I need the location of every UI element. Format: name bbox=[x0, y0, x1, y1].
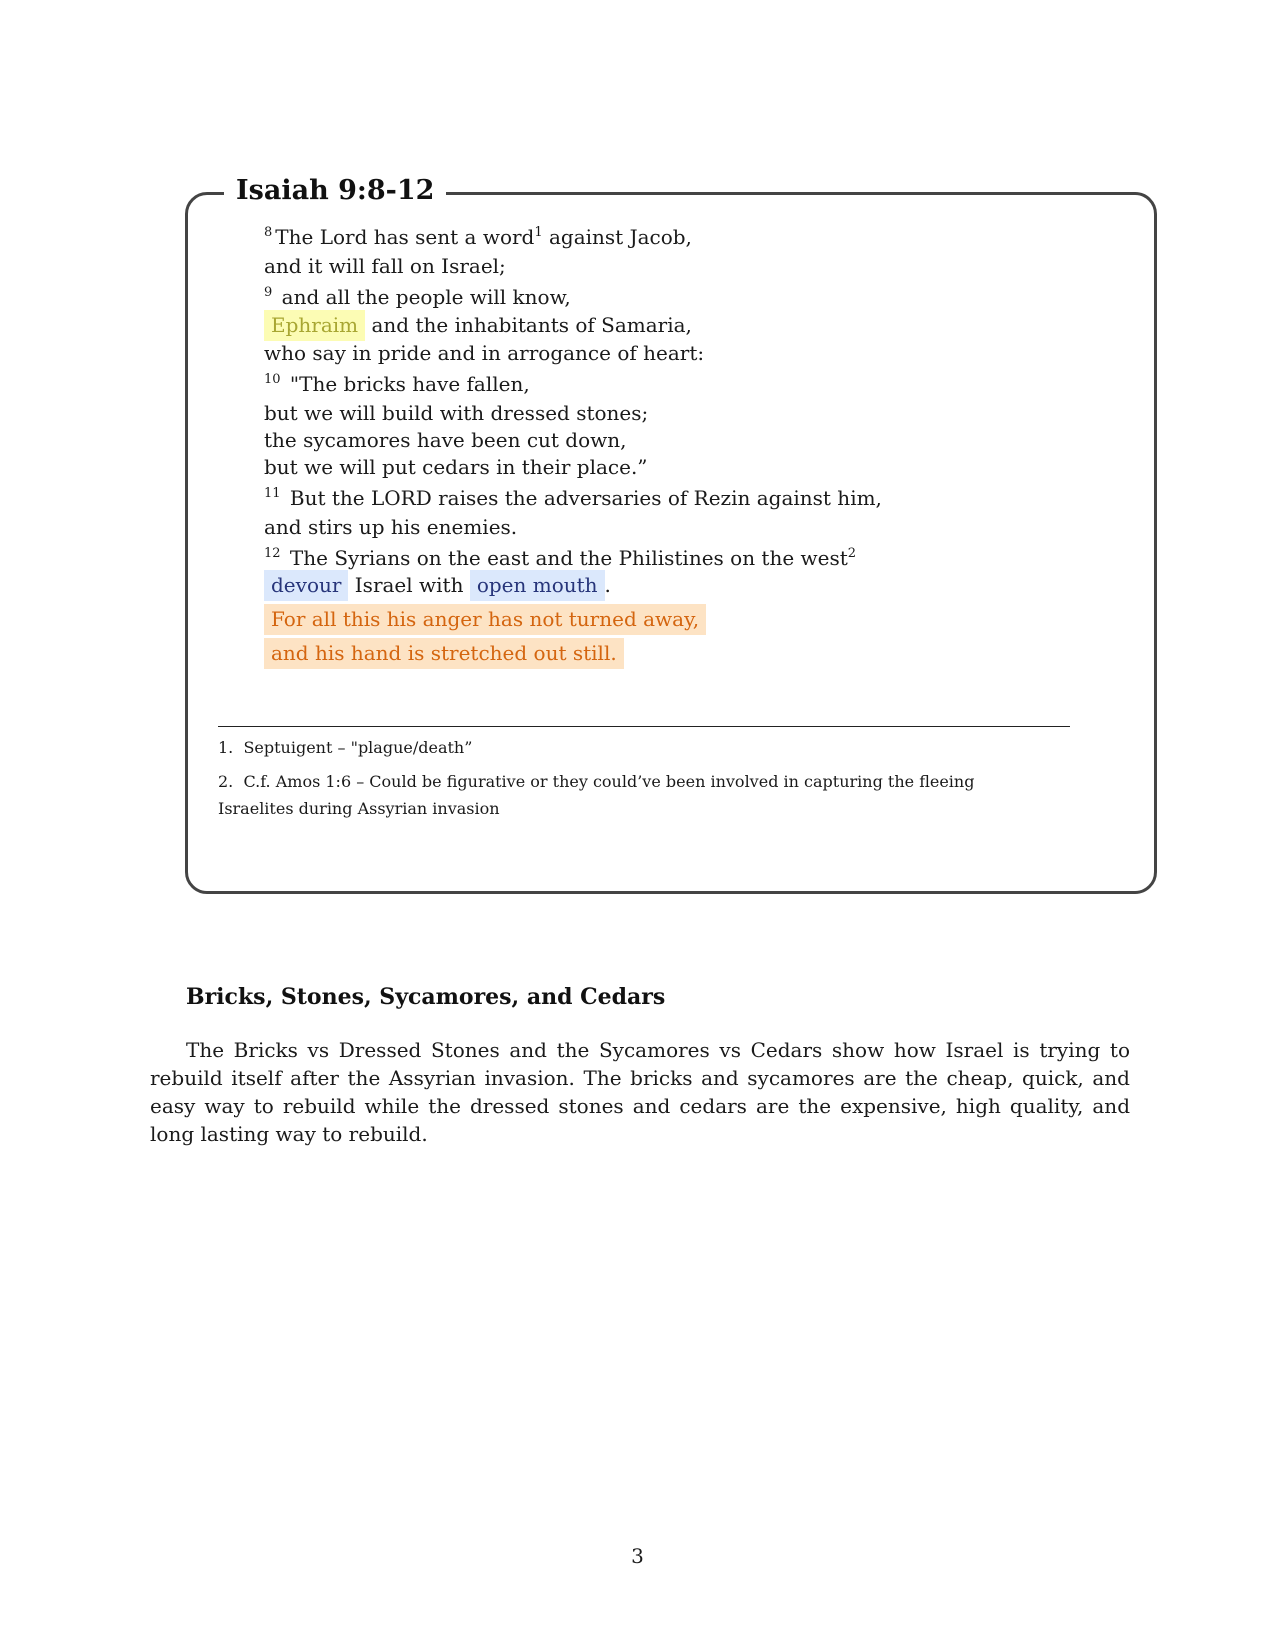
verse-10-line-1 bbox=[264, 367, 530, 397]
footnote-number: 2. bbox=[218, 772, 234, 791]
verse-11-line-2: and stirs up his enemies. bbox=[264, 515, 518, 539]
section-heading: Bricks, Stones, Sycamores, and Cedars bbox=[186, 984, 666, 1010]
scripture-title: Isaiah 9:8-12 bbox=[224, 174, 446, 208]
verse-number: 8 bbox=[264, 225, 273, 240]
verse-11-line-1 bbox=[264, 481, 882, 511]
refrain-line-1 bbox=[264, 604, 706, 635]
highlight-ephraim: Ephraim bbox=[264, 310, 365, 341]
verse-10-line-4: but we will put cedars in their place.” bbox=[264, 455, 648, 479]
footnote-text: C.f. Amos 1:6 – Could be figurative or they could’ve been involved in capturing the fleeing bbox=[243, 772, 975, 791]
footnote-2-continuation: Israelites during Assyrian invasion bbox=[218, 799, 500, 818]
refrain-line-2 bbox=[264, 638, 624, 669]
verse-text: and all the people will know, bbox=[281, 285, 571, 309]
footnote-marker[interactable]: 2 bbox=[847, 546, 857, 561]
footnote-1 bbox=[218, 734, 472, 761]
verse-number: 9 bbox=[264, 285, 273, 300]
verse-10-line-3: the sycamores have been cut down, bbox=[264, 428, 627, 452]
footnote-divider bbox=[218, 726, 1070, 727]
verse-number: 11 bbox=[264, 486, 281, 501]
page-number: 3 bbox=[631, 1544, 644, 1568]
highlight-devour: devour bbox=[264, 570, 348, 601]
verse-9-line-3: who say in pride and in arrogance of heart: bbox=[264, 341, 705, 365]
verse-text: But the LORD raises the adversaries of Rezin against him, bbox=[289, 486, 882, 510]
highlight-open-mouth: open mouth bbox=[470, 570, 605, 601]
footnote-2 bbox=[218, 768, 974, 795]
footnote-marker[interactable]: 1 bbox=[534, 225, 543, 240]
verse-8-line-2: and it will fall on Israel; bbox=[264, 254, 506, 278]
verse-10-line-2: but we will build with dressed stones; bbox=[264, 401, 649, 425]
verse-8-line-1 bbox=[264, 220, 692, 250]
verse-text: The Syrians on the east and the Philistines on the west bbox=[289, 546, 848, 570]
verse-text: "The bricks have fallen, bbox=[289, 372, 530, 396]
verse-9-line-2 bbox=[264, 310, 692, 341]
verse-text: Israel with bbox=[354, 573, 464, 597]
body-paragraph: The Bricks vs Dressed Stones and the Sycamores vs Cedars show how Israel is trying to rebuild itself after the Assyrian invasion. The bricks and sycamores are the cheap, quick, and easy way to rebuild while the dressed stones and cedars are the expensive, high quality, and long lasting way to rebuild. bbox=[150, 1038, 1130, 1146]
verse-12-line-2 bbox=[264, 570, 611, 601]
highlight-refrain: and his hand is stretched out still. bbox=[264, 638, 624, 669]
verse-12-line-1 bbox=[264, 541, 856, 571]
footnote-number: 1. bbox=[218, 738, 234, 757]
verse-number: 10 bbox=[264, 372, 281, 387]
highlight-refrain: For all this his anger has not turned away, bbox=[264, 604, 706, 635]
verse-text: The Lord has sent a word bbox=[275, 225, 535, 249]
verse-9-line-1 bbox=[264, 280, 571, 310]
verse-text: and the inhabitants of Samaria, bbox=[371, 313, 692, 337]
verse-text: . bbox=[604, 573, 611, 597]
verse-number: 12 bbox=[264, 546, 281, 561]
footnote-text: Septuigent – "plague/death” bbox=[243, 738, 473, 757]
verse-text: against Jacob, bbox=[542, 225, 692, 249]
